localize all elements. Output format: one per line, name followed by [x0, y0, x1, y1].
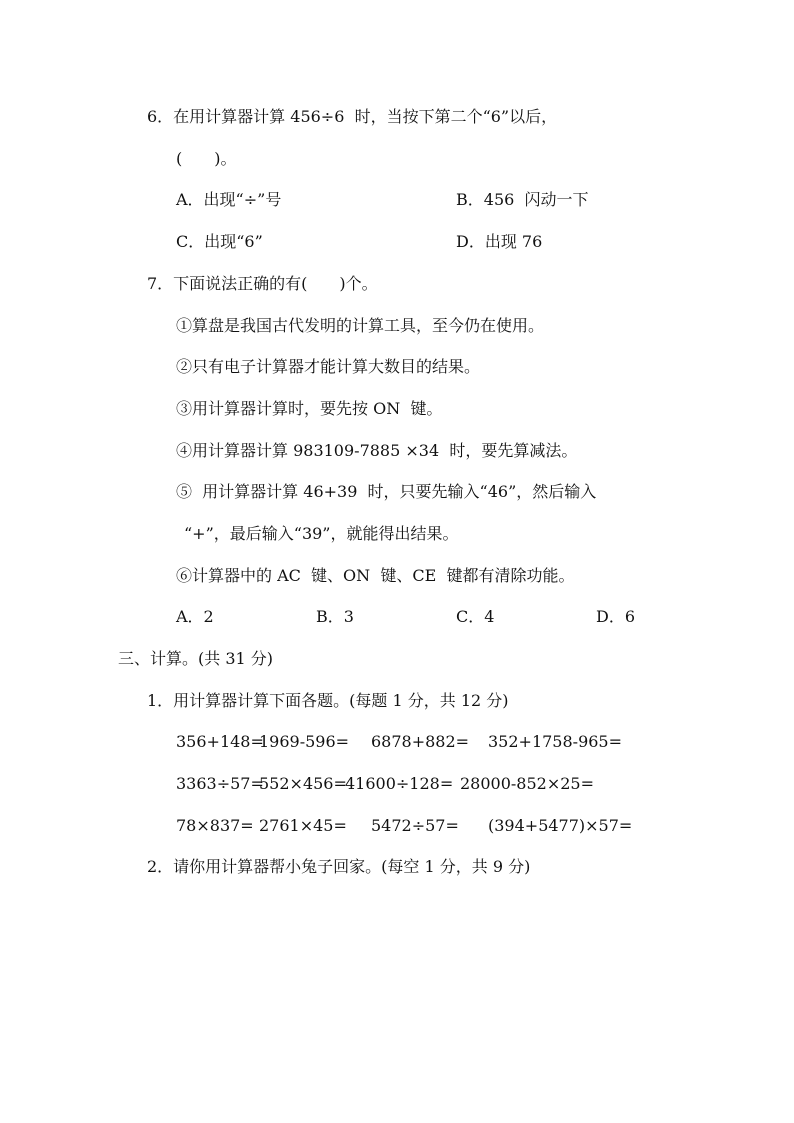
calc-item: 5472÷57=	[371, 816, 459, 835]
calc-item: (394+5477)×57=	[488, 816, 633, 835]
q6-option-c: C．出现“6”	[176, 232, 263, 251]
calc-item: 1969-596=	[259, 732, 350, 751]
q7-option-b: B．3	[316, 607, 354, 626]
q6-option-a: A．出现“÷”号	[176, 190, 282, 209]
calc-item: 78×837=	[176, 816, 254, 835]
q7-statement-5: ⑤ 用计算器计算 46+39 时，只要先输入“46”，然后输入	[176, 482, 597, 501]
calc-item: 3363÷57=	[176, 774, 264, 793]
q7-statement-3: ③用计算器计算时，要先按 ON 键。	[176, 399, 443, 418]
q7-statement-4: ④用计算器计算 983109-7885 ×34 时，要先算减法。	[176, 441, 578, 460]
q7-option-c: C．4	[456, 607, 495, 626]
q7-stem: 7．下面说法正确的有( )个。	[147, 274, 378, 293]
q7-statement-5-cont: “+”，最后输入“39”，就能得出结果。	[184, 524, 459, 543]
q7-statement-2: ②只有电子计算器才能计算大数目的结果。	[176, 357, 481, 376]
calc-item: 41600÷128=	[345, 774, 454, 793]
s3-q2-stem: 2．请你用计算器帮小兔子回家。(每空 1 分，共 9 分)	[147, 857, 531, 876]
q6-answer-blank: ( )。	[176, 149, 237, 168]
calc-item: 28000-852×25=	[460, 774, 595, 793]
calc-item: 2761×45=	[259, 816, 347, 835]
q6-option-b: B．456 闪动一下	[456, 190, 589, 209]
q6-option-d: D．出现 76	[456, 232, 543, 251]
s3-q1-stem: 1．用计算器计算下面各题。(每题 1 分，共 12 分)	[147, 691, 509, 710]
calc-item: 352+1758-965=	[488, 732, 623, 751]
q7-statement-6: ⑥计算器中的 AC 键、ON 键、CE 键都有清除功能。	[176, 566, 575, 585]
calc-item: 356+148=	[176, 732, 264, 751]
calc-item: 552×456=	[259, 774, 347, 793]
q7-option-d: D．6	[596, 607, 636, 626]
q7-statement-1: ①算盘是我国古代发明的计算工具，至今仍在使用。	[176, 316, 545, 335]
q7-option-a: A．2	[176, 607, 214, 626]
section-3-heading: 三、计算。(共 31 分)	[118, 649, 274, 668]
q6-stem: 6．在用计算器计算 456÷6 时，当按下第二个“6”以后，	[147, 107, 558, 126]
calc-item: 6878+882=	[371, 732, 470, 751]
